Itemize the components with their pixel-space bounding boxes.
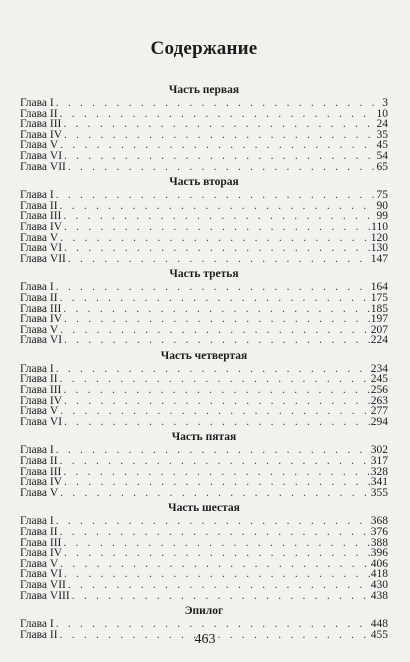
toc-entry — [20, 538, 388, 549]
part-title: Часть пятая — [171, 431, 237, 444]
dot-leader — [64, 396, 370, 407]
chapter-page: 99 — [376, 210, 388, 223]
dot-leader — [64, 243, 370, 254]
chapter-page: 54 — [376, 149, 388, 162]
chapter-name: Глава III — [20, 536, 62, 549]
dot-leader — [60, 109, 376, 120]
dot-leader — [63, 385, 369, 396]
chapter-page: 65 — [376, 160, 388, 173]
chapter-name: Глава IV — [20, 220, 63, 233]
dot-leader — [60, 325, 370, 336]
toc-entry — [20, 467, 388, 478]
dot-leader — [63, 119, 375, 130]
part-title: Часть вторая — [169, 176, 239, 189]
toc-entry — [20, 406, 388, 417]
chapter-page: 24 — [376, 118, 388, 131]
dot-leader — [60, 488, 370, 499]
chapter-page: 197 — [370, 313, 388, 326]
chapter-page: 455 — [370, 628, 388, 641]
toc-entry — [20, 548, 388, 559]
chapter-name: Глава V — [20, 231, 59, 244]
chapter-name: Глава II — [20, 199, 58, 212]
chapter-name: Глава I — [20, 97, 54, 109]
toc-entry — [20, 527, 388, 538]
chapter-page: 120 — [370, 231, 388, 244]
toc-entry — [20, 282, 388, 293]
toc-entry — [20, 222, 388, 233]
chapter-name: Глава VII — [20, 252, 66, 265]
chapter-name: Глава II — [20, 628, 58, 641]
dot-leader — [56, 364, 370, 375]
chapter-page: 75 — [376, 189, 388, 202]
toc-entry — [20, 385, 388, 396]
toc-entry — [20, 488, 388, 499]
chapter-page: 147 — [370, 252, 388, 265]
dot-leader — [56, 516, 370, 527]
toc-part — [20, 82, 388, 172]
chapter-name: Глава I — [20, 189, 54, 202]
chapter-page: 90 — [376, 199, 388, 212]
chapter-name: Глава III — [20, 118, 62, 131]
chapter-page: 110 — [371, 220, 388, 233]
chapter-name: Глава II — [20, 373, 58, 386]
toc-entry — [20, 364, 388, 375]
toc-entry — [20, 190, 388, 201]
dot-leader — [60, 527, 370, 538]
chapter-name: Глава II — [20, 291, 58, 304]
toc-entry — [20, 516, 388, 527]
chapter-name: Глава I — [20, 281, 54, 294]
chapter-page: 388 — [370, 536, 388, 549]
toc-entry — [20, 569, 388, 580]
dot-leader — [64, 151, 375, 162]
chapter-page: 207 — [370, 323, 388, 336]
chapter-page: 130 — [370, 242, 388, 255]
toc-entry — [20, 396, 388, 407]
toc-entry — [20, 98, 388, 109]
toc-entry — [20, 151, 388, 162]
chapter-name: Глава IV — [20, 547, 63, 560]
chapter-name: Глава V — [20, 557, 59, 570]
chapter-page: 355 — [370, 486, 388, 499]
table-of-contents — [20, 82, 388, 640]
chapter-page: 438 — [370, 589, 388, 602]
chapter-name: Глава II — [20, 107, 58, 120]
dot-leader — [63, 211, 375, 222]
chapter-name: Глава VI — [20, 334, 63, 347]
chapter-name: Глава II — [20, 455, 58, 468]
chapter-name: Глава III — [20, 210, 62, 223]
toc-entry — [20, 477, 388, 488]
chapter-name: Глава VIII — [20, 589, 70, 602]
dot-leader — [64, 548, 370, 559]
toc-entry — [20, 109, 388, 120]
dot-leader — [63, 467, 369, 478]
chapter-name: Глава VI — [20, 149, 63, 162]
chapter-name: Глава III — [20, 465, 62, 478]
dot-leader — [72, 591, 370, 602]
chapter-name: Глава IV — [20, 128, 63, 141]
dot-leader — [60, 201, 376, 212]
dot-leader — [64, 569, 370, 580]
part-title: Часть шестая — [168, 502, 240, 515]
chapter-page: 3 — [382, 97, 388, 109]
toc-entry — [20, 293, 388, 304]
toc-part — [20, 429, 388, 498]
toc-entry — [20, 140, 388, 151]
toc-part — [20, 500, 388, 601]
chapter-name: Глава III — [20, 384, 62, 397]
chapter-page: 418 — [370, 568, 388, 581]
dot-leader — [60, 140, 375, 151]
chapter-page: 245 — [370, 373, 388, 386]
chapter-name: Глава V — [20, 139, 59, 152]
dot-leader — [64, 417, 370, 428]
dot-leader — [60, 456, 370, 467]
dot-leader — [64, 222, 370, 233]
chapter-page: 185 — [370, 302, 388, 315]
toc-entry — [20, 445, 388, 456]
part-title: Часть четвертая — [160, 349, 248, 362]
page-title: Содержание — [150, 38, 258, 59]
dot-leader — [56, 282, 370, 293]
dot-leader — [60, 406, 370, 417]
toc-part — [20, 266, 388, 346]
chapter-page: 430 — [370, 578, 388, 591]
toc-entry — [20, 619, 388, 630]
toc-part — [20, 174, 388, 264]
toc-entry — [20, 456, 388, 467]
chapter-page: 263 — [370, 394, 388, 407]
chapter-name: Глава V — [20, 323, 59, 336]
dot-leader — [60, 559, 370, 570]
chapter-page: 341 — [370, 476, 388, 489]
dot-leader — [63, 304, 369, 315]
toc-entry — [20, 580, 388, 591]
dot-leader — [56, 619, 370, 630]
toc-entry — [20, 325, 388, 336]
chapter-page: 406 — [370, 557, 388, 570]
chapter-page: 328 — [370, 465, 388, 478]
toc-entry — [20, 591, 388, 602]
dot-leader — [64, 314, 370, 325]
toc-entry — [20, 201, 388, 212]
page-number: 463 — [194, 632, 216, 647]
dot-leader — [64, 130, 375, 141]
dot-leader — [64, 335, 370, 346]
chapter-name: Глава I — [20, 618, 54, 631]
chapter-name: Глава VII — [20, 160, 66, 173]
toc-entry — [20, 417, 388, 428]
dot-leader — [56, 98, 382, 109]
part-title: Эпилог — [184, 605, 224, 618]
dot-leader — [68, 580, 370, 591]
chapter-name: Глава I — [20, 515, 54, 528]
toc-entry — [20, 211, 388, 222]
toc-entry — [20, 119, 388, 130]
part-title: Часть первая — [168, 84, 240, 96]
dot-leader — [63, 538, 369, 549]
chapter-page: 277 — [370, 405, 388, 418]
chapter-page: 396 — [370, 547, 388, 560]
chapter-page: 35 — [376, 128, 388, 141]
chapter-page: 45 — [376, 139, 388, 152]
dot-leader — [68, 254, 370, 265]
toc-entry — [20, 233, 388, 244]
chapter-page: 317 — [370, 455, 388, 468]
chapter-page: 164 — [370, 281, 388, 294]
chapter-name: Глава VI — [20, 242, 63, 255]
toc-entry — [20, 314, 388, 325]
dot-leader — [64, 477, 370, 488]
chapter-name: Глава V — [20, 486, 59, 499]
toc-entry — [20, 304, 388, 315]
chapter-name: Глава I — [20, 362, 54, 375]
chapter-name: Глава II — [20, 526, 58, 538]
chapter-name: Глава VII — [20, 578, 66, 591]
chapter-page: 10 — [376, 107, 388, 120]
chapter-page: 376 — [370, 526, 388, 538]
dot-leader — [68, 162, 376, 173]
chapter-page: 256 — [370, 384, 388, 397]
toc-entry — [20, 243, 388, 254]
chapter-page: 234 — [370, 362, 388, 375]
chapter-name: Глава VI — [20, 415, 63, 428]
toc-entry — [20, 559, 388, 570]
dot-leader — [60, 374, 370, 385]
chapter-name: Глава III — [20, 302, 62, 315]
chapter-page: 302 — [370, 444, 388, 457]
toc-entry — [20, 335, 388, 346]
toc-entry — [20, 254, 388, 265]
dot-leader — [60, 293, 370, 304]
dot-leader — [56, 445, 370, 456]
chapter-page: 175 — [370, 291, 388, 304]
dot-leader — [60, 233, 370, 244]
toc-entry — [20, 130, 388, 141]
chapter-page: 368 — [370, 515, 388, 528]
chapter-name: Глава VI — [20, 568, 63, 581]
toc-entry — [20, 162, 388, 173]
part-title: Часть третья — [169, 268, 239, 281]
toc-part — [20, 348, 388, 428]
chapter-name: Глава IV — [20, 394, 63, 407]
chapter-name: Глава IV — [20, 313, 63, 326]
chapter-name: Глава IV — [20, 476, 63, 489]
chapter-page: 224 — [370, 334, 388, 347]
chapter-name: Глава I — [20, 444, 54, 457]
toc-entry — [20, 374, 388, 385]
chapter-page: 294 — [370, 415, 388, 428]
dot-leader — [56, 190, 376, 201]
chapter-page: 448 — [370, 618, 388, 631]
chapter-name: Глава V — [20, 405, 59, 418]
